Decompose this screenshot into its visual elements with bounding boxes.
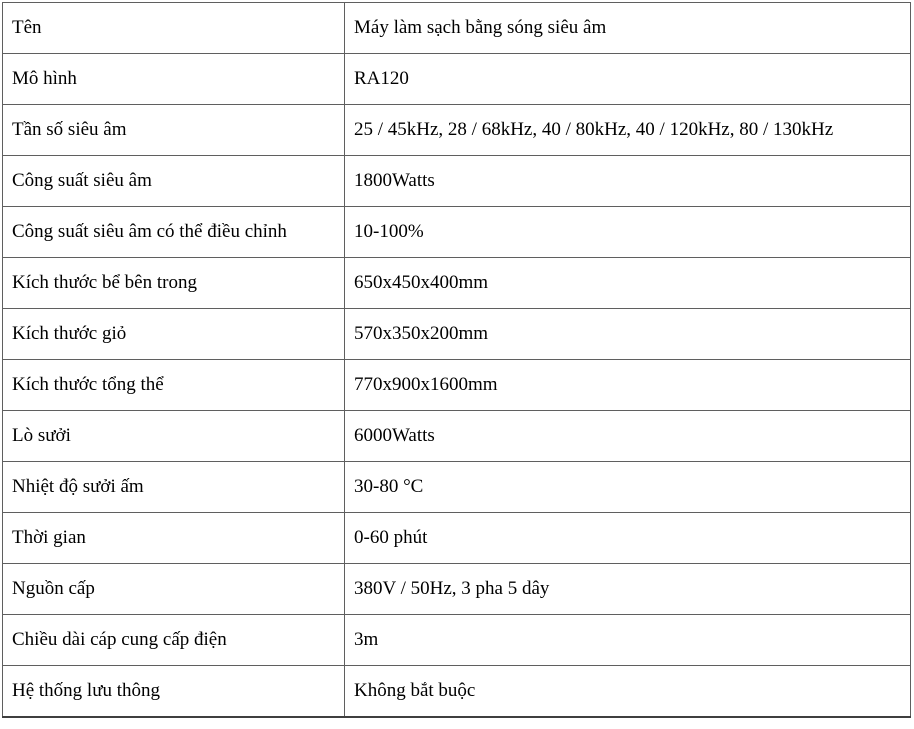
table-row xyxy=(3,564,911,615)
spec-label: Chiều dài cáp cung cấp điện xyxy=(3,615,345,666)
spec-value: 30-80 °C xyxy=(345,462,911,513)
spec-label: Hệ thống lưu thông xyxy=(3,666,345,718)
spec-value: 3m xyxy=(345,615,911,666)
table-row xyxy=(3,156,911,207)
spec-label: Nguồn cấp xyxy=(3,564,345,615)
table-row xyxy=(3,462,911,513)
spec-label: Công suất siêu âm có thể điều chỉnh xyxy=(3,207,345,258)
spec-label: Mô hình xyxy=(3,54,345,105)
spec-label: Tần số siêu âm xyxy=(3,105,345,156)
spec-label: Thời gian xyxy=(3,513,345,564)
table-row xyxy=(3,360,911,411)
table-row xyxy=(3,666,911,718)
table-row xyxy=(3,258,911,309)
spec-value: Không bắt buộc xyxy=(345,666,911,718)
spec-label: Kích thước bể bên trong xyxy=(3,258,345,309)
spec-label: Kích thước giỏ xyxy=(3,309,345,360)
spec-value: 770x900x1600mm xyxy=(345,360,911,411)
spec-label: Lò sưởi xyxy=(3,411,345,462)
spec-value: Máy làm sạch bằng sóng siêu âm xyxy=(345,3,911,54)
spec-value: 570x350x200mm xyxy=(345,309,911,360)
table-row xyxy=(3,207,911,258)
spec-value: 10-100% xyxy=(345,207,911,258)
spec-label: Kích thước tổng thể xyxy=(3,360,345,411)
spec-label: Nhiệt độ sưởi ấm xyxy=(3,462,345,513)
spec-value: 6000Watts xyxy=(345,411,911,462)
table-row xyxy=(3,54,911,105)
table-row xyxy=(3,615,911,666)
spec-label: Công suất siêu âm xyxy=(3,156,345,207)
table-row xyxy=(3,411,911,462)
spec-value: 25 / 45kHz, 28 / 68kHz, 40 / 80kHz, 40 / 120kHz, 80 / 130kHz xyxy=(345,105,911,156)
spec-value: RA120 xyxy=(345,54,911,105)
spec-value: 650x450x400mm xyxy=(345,258,911,309)
spec-label: Tên xyxy=(3,3,345,54)
spec-value: 1800Watts xyxy=(345,156,911,207)
table-row xyxy=(3,105,911,156)
table-row xyxy=(3,513,911,564)
spec-value: 0-60 phút xyxy=(345,513,911,564)
spec-table xyxy=(2,2,911,718)
spec-value: 380V / 50Hz, 3 pha 5 dây xyxy=(345,564,911,615)
table-row xyxy=(3,309,911,360)
table-row xyxy=(3,3,911,54)
spec-table-body xyxy=(3,3,911,718)
